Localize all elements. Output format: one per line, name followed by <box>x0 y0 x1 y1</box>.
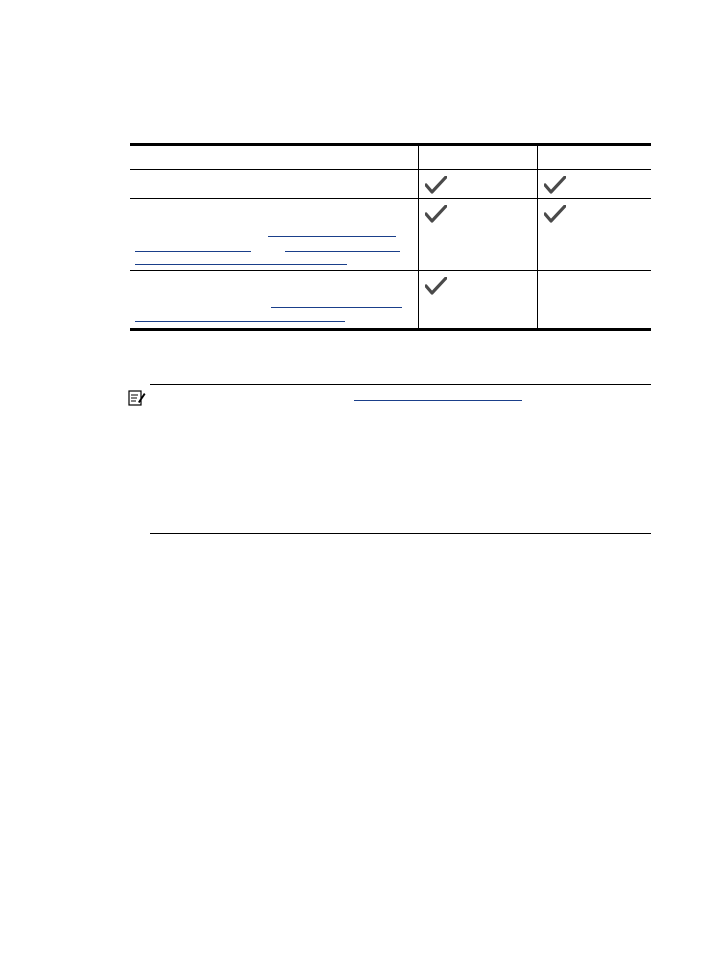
checkmark-icon <box>544 205 566 223</box>
table-row-divider <box>130 198 651 199</box>
link-underline[interactable] <box>135 251 251 252</box>
table-top-rule <box>130 143 651 146</box>
table-column-divider <box>418 146 419 328</box>
link-underline[interactable] <box>285 251 400 252</box>
checkmark-icon <box>425 176 447 194</box>
table-row-divider <box>130 270 651 271</box>
note-bottom-rule <box>150 533 651 534</box>
link-underline[interactable] <box>268 236 396 237</box>
link-underline[interactable] <box>271 307 402 308</box>
checkmark-icon <box>425 205 447 223</box>
table-column-divider <box>537 146 538 328</box>
note-top-rule <box>150 384 651 385</box>
link-underline[interactable] <box>135 321 345 322</box>
link-underline[interactable] <box>354 400 522 401</box>
table-bottom-rule <box>130 328 651 331</box>
table-row-divider <box>130 169 651 170</box>
checkmark-icon <box>425 277 447 295</box>
media-support-table <box>130 143 651 330</box>
link-underline[interactable] <box>135 264 347 265</box>
checkmark-icon <box>544 176 566 194</box>
note-pencil-icon <box>128 390 146 406</box>
